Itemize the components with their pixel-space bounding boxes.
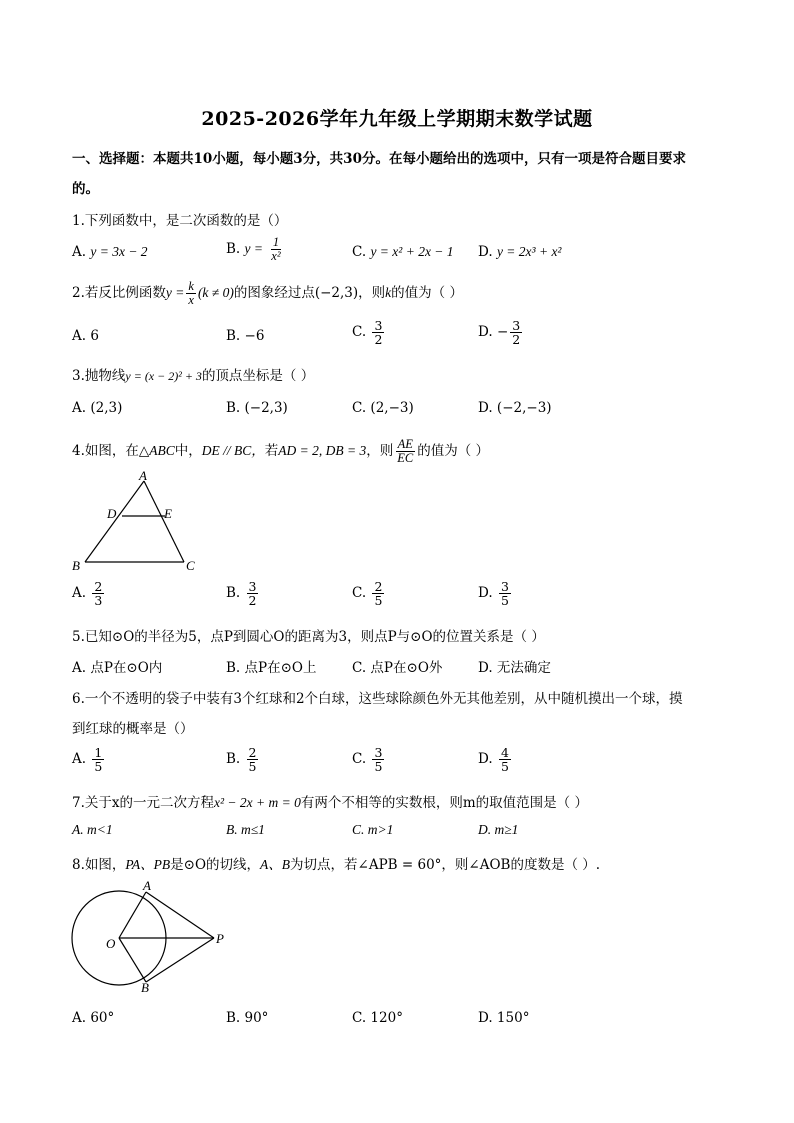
q3-option-a: A. (2,3) (72, 400, 123, 416)
q6-option-d: D. $\frac{4}{5}$ (478, 745, 509, 774)
q8-option-b: B. 90° (226, 1010, 269, 1026)
label-d: D (107, 506, 117, 521)
q5-stem: 5.已知⊙O的半径为5，点P到圆心O的距离为3，则点P与⊙O的位置关系是（ ） (72, 629, 545, 645)
q2-option-d: D. − $\frac{3}{2}$ (478, 318, 521, 347)
q7-option-c: C. m>1 (352, 822, 394, 837)
q4-option-d: D. $\frac{3}{5}$ (478, 579, 509, 608)
q3-option-d: D. (−2,−3) (478, 400, 552, 416)
label-b: B (141, 980, 149, 995)
q3-option-c: C. (2,−3) (352, 400, 414, 416)
label-o: O (106, 936, 116, 951)
radius-ob (119, 938, 146, 982)
triangle-side-ab (85, 481, 144, 562)
q7-option-b: B. m≤1 (226, 822, 265, 837)
q1-option-d: D. y = 2x³ + x² (478, 244, 562, 260)
q8-option-a: A. 60° (72, 1010, 115, 1026)
q6-stem-line2: 到红球的概率是（） (72, 721, 194, 737)
q7-option-a: A. m<1 (72, 822, 113, 837)
q5-option-d: D. 无法确定 (478, 660, 551, 676)
q6-option-a: A. $\frac{1}{5}$ (72, 745, 103, 774)
q1-option-b: B. y = $\frac{1}{\text{x²}}$ (226, 235, 281, 263)
q6-option-c: C. $\frac{3}{5}$ (352, 745, 383, 774)
label-a: A (139, 470, 147, 483)
q4-stem: 4.如图，在△ABC中，DE // BC，若AD = 2, DB = 3，则 $\frac{AE}{EC}$ 的值为（ ） (72, 437, 490, 465)
q4-option-b: B. $\frac{3}{2}$ (226, 579, 257, 608)
q6-stem-line1: 6.一个不透明的袋子中装有3个红球和2个白球，这些球除颜色外无其他差别，从中随机摸出一个球，摸 (72, 691, 683, 707)
q8-option-c: C. 120° (352, 1010, 403, 1026)
q7-stem: 7.关于x的一元二次方程x² − 2x + m = 0有两个不相等的实数根，则m的取值范围是（ ） (72, 795, 588, 811)
label-p: P (216, 931, 224, 946)
q5-option-b: B. 点P在⊙O上 (226, 660, 317, 676)
q2-option-a: A. 6 (72, 328, 99, 344)
label-c: C (186, 558, 195, 573)
circle-tangent-figure (66, 876, 236, 996)
label-b: B (72, 558, 80, 573)
q4-option-a: A. $\frac{2}{3}$ (72, 579, 103, 608)
q6-option-b: B. $\frac{2}{5}$ (226, 745, 257, 774)
q8-stem: 8.如图，PA、PB是⊙O的切线，A、B为切点，若∠APB = 60°，则∠AOB的度数是（ ）. (72, 857, 601, 873)
label-e: E (164, 506, 172, 521)
label-a: A (143, 878, 151, 893)
triangle-side-ac (144, 481, 184, 562)
q1-stem: 1.下列函数中，是二次函数的是（） (72, 213, 288, 229)
q2-option-c: C. $\frac{3}{2}$ (352, 318, 383, 347)
tangent-pb (146, 938, 214, 982)
triangle-figure (70, 470, 210, 580)
q7-option-d: D. m≥1 (478, 822, 519, 837)
q1-option-c: C. y = x² + 2x − 1 (352, 244, 454, 260)
q8-option-d: D. 150° (478, 1010, 530, 1026)
tangent-pa (146, 892, 214, 938)
radius-oa (119, 892, 146, 938)
q2-option-b: B. −6 (226, 328, 265, 344)
q3-stem: 3.抛物线y = (x − 2)² + 3的顶点坐标是（ ） (72, 368, 315, 384)
q1-option-a: A. y = 3x − 2 (72, 244, 148, 260)
section-heading-line2: 的。 (72, 181, 99, 197)
section-heading-line1: 一、选择题：本题共10小题，每小题3分，共30分。在每小题给出的选项中，只有一项是符合题目要求 (72, 151, 686, 167)
q3-option-b: B. (−2,3) (226, 400, 288, 416)
q5-option-a: A. 点P在⊙O内 (72, 660, 163, 676)
q5-option-c: C. 点P在⊙O外 (352, 660, 443, 676)
q2-stem: 2.若反比例函数y = $\frac{k}{x}$ (k ≠ 0)的图象经过点(−2,3)，则k的值为（ ） (72, 279, 463, 307)
page-title: 2025-2026学年九年级上学期期末数学试题 (201, 108, 593, 130)
q4-option-c: C. $\frac{2}{5}$ (352, 579, 383, 608)
